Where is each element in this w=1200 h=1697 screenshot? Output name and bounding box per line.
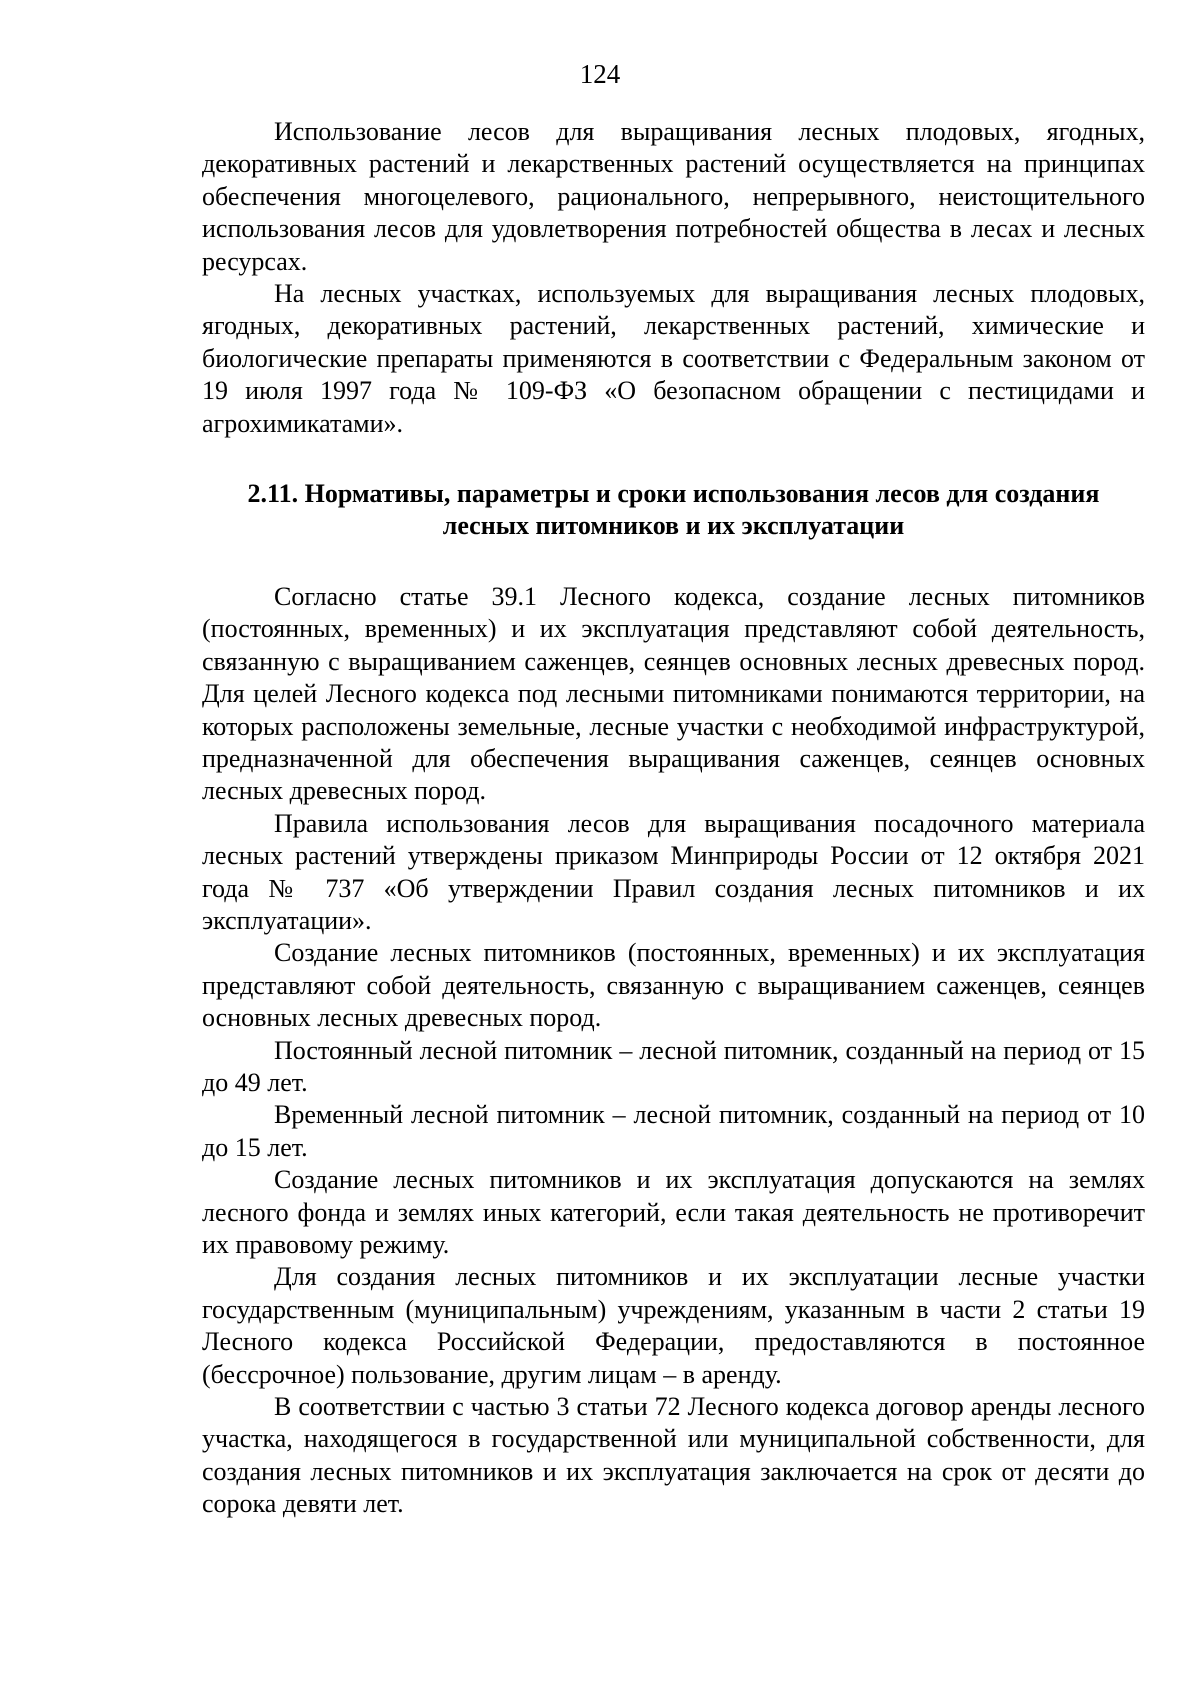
page-content bbox=[202, 116, 1145, 1521]
section-heading-line-1: 2.11. Нормативы, параметры и сроки использования лесов для создания bbox=[247, 479, 1100, 509]
section-paragraph-4: Постоянный лесной питомник – лесной питомник, созданный на период от 15 до 49 лет. bbox=[202, 1035, 1145, 1097]
section-paragraph-1: Согласно статье 39.1 Лесного кодекса, создание лесных питомников (постоянных, временных) и их эксплуатация представляют собой деятельность, связанную с выращиванием саженцев, сеянцев основных лесных древесных пород. Для целей Лесного кодекса под лесными питомниками понимаются территории, на которых расположены земельные, лесные участки с необходимой инфраструктурой, предназначенной для обеспечения выращивания саженцев, сеянцев основных лесных древесных пород. bbox=[202, 581, 1145, 806]
section-paragraph-8: В соответствии с частью 3 статьи 72 Лесного кодекса договор аренды лесного участка, находящегося в государственной или муниципальной собственности, для создания лесных питомников и их эксплуатация заключается на срок от десяти до сорока девяти лет. bbox=[202, 1392, 1145, 1519]
section-paragraph-5: Временный лесной питомник – лесной питомник, созданный на период от 10 до 15 лет. bbox=[202, 1100, 1145, 1162]
section-heading bbox=[202, 478, 1145, 543]
section-paragraph-2: Правила использования лесов для выращивания посадочного материала лесных растений утверждены приказом Минприроды России от 12 октября 2021 года № 737 «Об утверждении Правил создания лесных питомников и их эксплуатации». bbox=[202, 808, 1145, 935]
page-number: 124 bbox=[579, 59, 621, 89]
section-paragraph-3: Создание лесных питомников (постоянных, временных) и их эксплуатация представляют собой деятельность, связанную с выращиванием саженцев, сеянцев основных лесных древесных пород. bbox=[202, 938, 1145, 1033]
intro-paragraph-1: Использование лесов для выращивания лесных плодовых, ягодных, декоративных растений и лекарственных растений осуществляется на принципах обеспечения многоцелевого, рационального, непрерывного, неистощительного использования лесов для удовлетворения потребностей общества в лесах и лесных ресурсах. bbox=[202, 117, 1145, 276]
section-heading-line-2: лесных питомников и их эксплуатации bbox=[442, 511, 905, 541]
section-paragraph-7: Для создания лесных питомников и их эксплуатации лесные участки государственным (муниципальным) учреждениям, указанным в части 2 статьи 19 Лесного кодекса Российской Федерации, предоставляются в постоянное (бессрочное) пользование, другим лицам – в аренду. bbox=[202, 1262, 1145, 1389]
intro-paragraph-2: На лесных участках, используемых для выращивания лесных плодовых, ягодных, декоративных растений, лекарственных растений, химические и биологические препараты применяются в соответствии с Федеральным законом от 19 июля 1997 года № 109-ФЗ «О безопасном обращении с пестицидами и агрохимикатами». bbox=[202, 279, 1145, 438]
section-paragraph-6: Создание лесных питомников и их эксплуатация допускаются на землях лесного фонда и землях иных категорий, если такая деятельность не противоречит их правовому режиму. bbox=[202, 1165, 1145, 1259]
